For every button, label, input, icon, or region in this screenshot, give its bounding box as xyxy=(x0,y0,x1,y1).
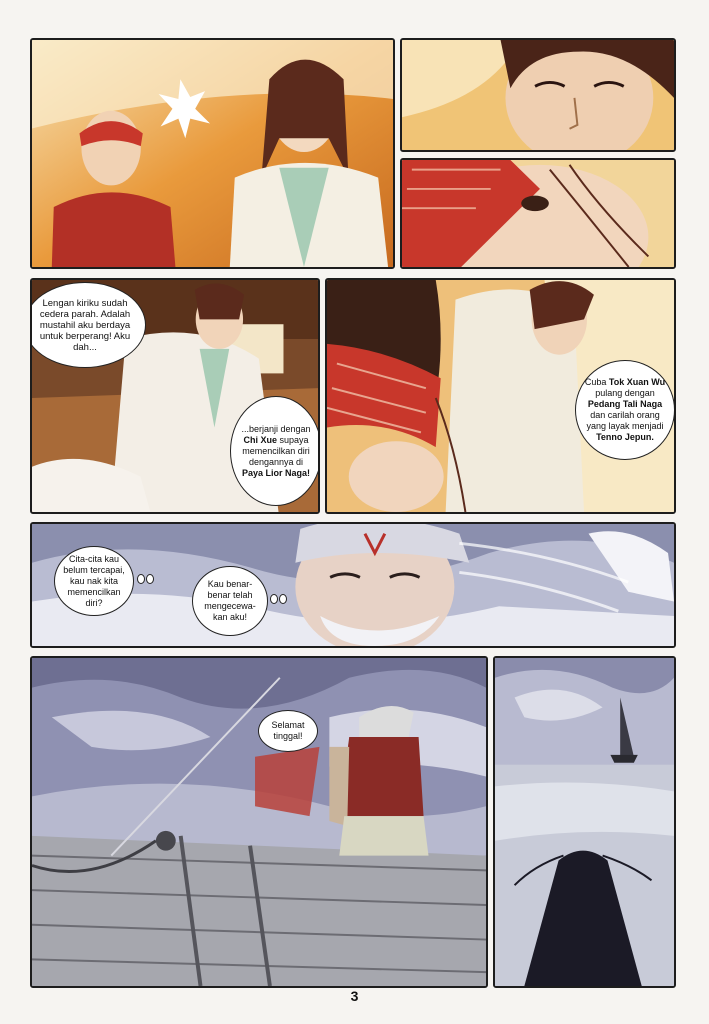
thought-text-kau-benar: Kau benar-benar telah mengecewa-kan aku! xyxy=(204,579,256,622)
panel-8 xyxy=(493,656,676,988)
thought-bubble-kau-benar xyxy=(192,566,268,636)
speech-bubble-cuba xyxy=(575,360,675,460)
speech-text-berjanji xyxy=(239,424,313,479)
speech-text-cuba-pre: Cuba xyxy=(584,377,609,387)
panel-2 xyxy=(400,38,676,152)
panel-8-art xyxy=(495,658,674,986)
thought-bubble-cita xyxy=(54,546,134,616)
speech-text-lengan: Lengan kiriku sudah cedera parah. Adalah mustahil aku berdaya untuk berperang! Aku dah... xyxy=(39,297,131,353)
speech-text-cuba xyxy=(584,377,666,443)
speech-bubble-selamat xyxy=(258,710,318,752)
speech-text-cuba-mid2: dan carilah orang yang layak menjadi xyxy=(586,410,664,431)
panel-5 xyxy=(325,278,676,514)
speech-name-tok-xuan-wu: Tok Xuan Wu xyxy=(608,377,666,387)
panel-4 xyxy=(30,278,320,514)
panel-3 xyxy=(400,158,676,269)
speech-text-berjanji-mid: supaya memencilkan diri dengannya di xyxy=(242,434,310,467)
thought-dot xyxy=(146,574,154,584)
speech-text-cuba-mid: pulang dengan xyxy=(595,388,655,398)
panel-6 xyxy=(30,522,676,648)
thought-dot xyxy=(137,574,145,584)
panel-7-art xyxy=(32,658,486,986)
speech-name-chi-xue: Chi Xue xyxy=(243,434,277,445)
speech-name-pedang-tali-naga: Pedang Tali Naga xyxy=(587,399,663,409)
speech-name-paya-lior-naga: Paya Lior Naga! xyxy=(241,467,311,478)
page-number: 3 xyxy=(350,988,359,1004)
thought-dot xyxy=(279,594,287,604)
speech-text-berjanji-pre: ...berjanji dengan xyxy=(241,423,311,434)
panel-7 xyxy=(30,656,488,988)
panel-3-art xyxy=(402,160,674,267)
speech-bubble-berjanji xyxy=(230,396,320,506)
speech-text-selamat: Selamat tinggal! xyxy=(271,720,305,741)
thought-text-cita: Cita-cita kau belum tercapai, kau nak kita memencilkan diri? xyxy=(63,553,125,608)
thought-dot xyxy=(270,594,278,604)
panel-1 xyxy=(30,38,395,269)
panel-2-art xyxy=(402,40,674,150)
panel-1-art xyxy=(32,40,393,267)
speech-name-tenno-jepun: Tenno Jepun. xyxy=(596,432,654,442)
